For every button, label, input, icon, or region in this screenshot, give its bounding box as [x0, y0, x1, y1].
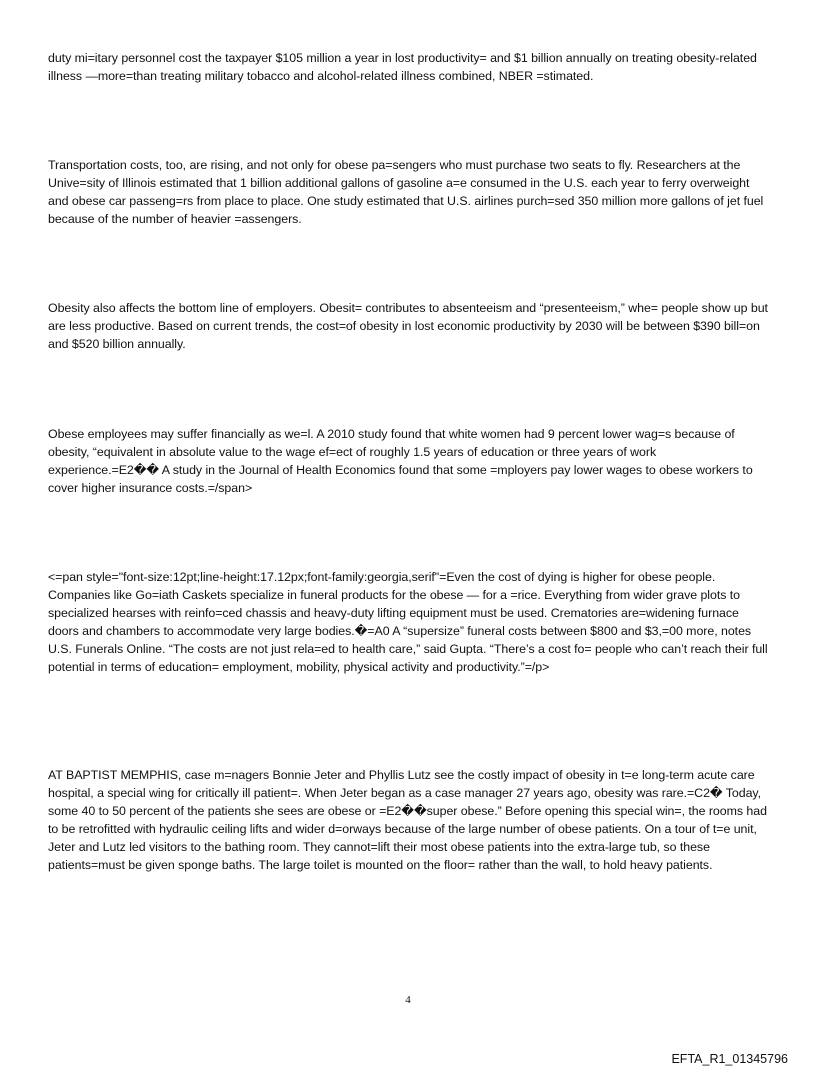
paragraph-employer-costs: Obesity also affects the bottom line of employers. Obesit= contributes to absenteeism and “presenteeism,” whe= people show up but are less productive. Based on current trends, the cost=of obesity in lost economic productivity by 2030 will be between $390 bill=on and $520 billion annually.: [48, 301, 768, 351]
paragraph-military-costs: duty mi=itary personnel cost the taxpayer $105 million a year in lost productivity= and $1 billion annually on treating obesity-related illness —more=than treating military tobacco and alcohol-related illness combined, NBER =stimated.: [48, 51, 757, 83]
page-number: 4: [405, 994, 411, 1006]
paragraph-employee-wages: Obese employees may suffer financially as we=l. A 2010 study found that white women had 9 percent lower wag=s because of obesity, “equivalent in absolute value to the wage ef=ect of roughly 1.5 years of education or three years of work experience.=E2�� A study in the Journal of Health Economics found that some =mployers pay lower wages to obese workers to cover higher insurance costs.=/span>: [48, 427, 753, 495]
paragraph-transportation-costs: Transportation costs, too, are rising, and not only for obese pa=sengers who must purchase two seats to fly. Researchers at the Unive=sity of Illinois estimated that 1 billion additional gallons of gasoline a=e consumed in the U.S. each year to ferry overweight and obese car passeng=rs from place to place. One study estimated that U.S. airlines purch=sed 350 million more gallons of jet fuel because of the number of heavier =assengers.: [48, 158, 764, 226]
paragraph-funeral-costs: <=pan style="font-size:12pt;line-height:17.12px;font-family:georgia,serif"=Even the cost of dying is higher for obese people. Companies like Go=iath Caskets specialize in funeral products for the obese — for a =rice. Everything from wider grave plots to specialized hearses with reinfo=ced chassis and heavy-duty lifting equipment must be used. Crematories are=widening furnace doors and chambers to accommodate very large bodies.�=A0 A “supersize” funeral costs between $800 and $3,=00 more, notes U.S. Funerals Online. “The costs are not just rela=ed to health care,” said Gupta. “There’s a cost fo= people who can’t reach their full potential in terms of education= employment, mobility, physical activity and productivity.”=/p>: [48, 570, 768, 674]
document-id: EFTA_R1_01345796: [671, 1052, 788, 1066]
paragraph-baptist-memphis: AT BAPTIST MEMPHIS, case m=nagers Bonnie Jeter and Phyllis Lutz see the costly impact of obesity in t=e long-term acute care hospital, a special wing for critically ill patient=. When Jeter began as a case manager 27 years ago, obesity was rare.=C2� Today, some 40 to 50 percent of the patients she sees are obese or =E2��super obese.” Before opening this special win=, the rooms had to be retrofitted with hydraulic ceiling lifts and wider d=orways because of the large number of obese patients. On a tour of t=e unit, Jeter and Lutz led visitors to the bathing room. They cannot=lift their most obese patients into the extra-large tub, so these patients=must be given sponge baths. The large toilet is mounted on the floor= rather than the wall, to hold heavy patients.: [48, 768, 767, 872]
